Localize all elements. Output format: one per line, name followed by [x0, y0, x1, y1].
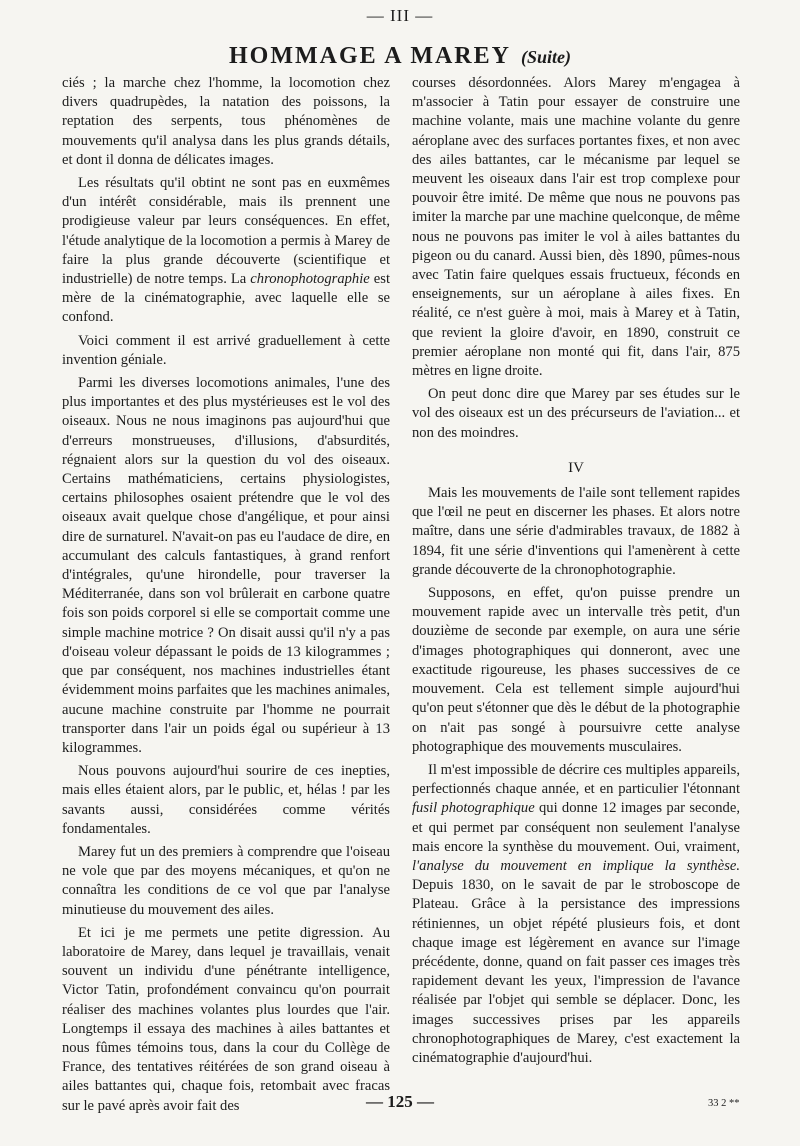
paragraph: Mais les mouvements de l'aile sont tellement rapides que l'œil ne peut en discerner les phases. Et alors notre maître, dans une série d'admirables travaux, de 1882 à 1894, fit une série d'inventions qui l'amenèrent à cette grande découverte de la chronophotographie.	[412, 485, 740, 578]
paragraph: Parmi les diverses locomotions animales, l'une des plus importantes et des plus mystérieuses est le vol des oiseaux. Nous ne nous imaginons pas aujourd'hui que d'erreurs monstrueuses, d'illusions, d'absurdités, régnaient alors sur la question du vol des oiseaux. Certains mathématiciens, certains physiologistes, certains philosophes osaient prétendre que le vol des oiseaux avait quelque chose d'angélique, et pour ainsi dire de surnaturel. N'avait-on pas eu l'audace de dire, en accumulant des calculs fantastiques, à grand renfort d'intégrales, qu'une hirondelle, pour traverser la Méditerranée, dans son vol brûlerait en carbone quatre fois son poids corporel si elle se comportait comme une simple machine motrice ? On disait aussi qu'il n'y a pas d'oiseau voleur dépassant le poids de 13 kilogrammes ; que par conséquent, nos machines industrielles étant évidemment moins parfaites que les machines animales, aucune machine construite par l'homme ne pourrait transporter dans l'air un poids égal ou supérieur à 13 kilogrammes.	[62, 375, 390, 756]
paragraph: courses désordonnées. Alors Marey m'engagea à m'associer à Tatin pour essayer de construire une machine volante, mais une machine volante du genre aéroplane avec des surfaces portantes fixes, et non avec des ailes battantes, car le mécanisme par lequel se meuvent les oiseaux dans l'air est trop complexe pour pouvoir être imité. De même que nous ne pouvons pas imiter la marche par une machine quelconque, de même nous ne pouvons pas imiter le vol à ailes battantes du pigeon ou du canard. Aussi bien, dès 1890, pûmes-nous avec Tatin faire quelques essais fructueux, féconds en enseignements, sur un aéroplane à ailes fixes. En réalité, ce n'est guère à moi, mais à Marey et à Tatin, que revient la gloire d'avoir, en 1890, construit ce premier aéroplane non monté qui fit, dans l'air, 875 mètres en ligne droite.	[412, 75, 740, 380]
paragraph: ciés ; la marche chez l'homme, la locomotion chez divers quadrupèdes, la natation des poissons, la reptation des serpents, tous phénomènes de mouvements qu'il analysa dans les plus grands détails, et dont il donna de délicates images.	[62, 75, 390, 168]
section-number: IV	[568, 459, 584, 476]
left-column	[62, 74, 390, 1116]
italic-phrase: l'analyse du mouvement en implique la synthèse.	[412, 857, 740, 874]
italic-term: chronophotographie	[250, 271, 370, 288]
page-number: — 125 —	[366, 1092, 434, 1111]
paragraph: On peut donc dire que Marey par ses études sur le vol des oiseaux est un des précurseurs de l'aviation... et non des moindres.	[412, 386, 740, 441]
article-title-suffix: (Suite)	[520, 47, 571, 67]
paragraph: Voici comment il est arrivé graduellement à cette invention géniale.	[62, 332, 390, 368]
article-header	[0, 44, 800, 68]
paragraph: Il m'est impossible de décrire ces multiples appareils, perfectionnés chaque année, et en particulier l'étonnant fusil photographique qui donne 12 images par seconde, et qui permet par conséquent non seulement l'analyse mais encore la synthèse du mouvement. Oui, vraiment, l'analyse du mouvement en implique la synthèse. Depuis 1830, on le savait de par le stroboscope de Plateau. Grâce à la persistance des impressions rétiniennes, un objet répété plusieurs fois, et dont chaque image est légèrement en avance sur l'image précédente, donne, quand on fait passer ces images très rapidement devant les yeux, l'impression de l'avance réalisée par l'objet qui semble se déplacer. Donc, les images successives prises par les appareils chronophotographiques de Marey, c'est exactement la cinématographie d'aujourd'hui.	[412, 761, 740, 1066]
right-column	[412, 74, 740, 1068]
section-page-marker: — III —	[366, 6, 434, 25]
paragraph: Supposons, en effet, qu'on puisse prendre un mouvement rapide avec un intervalle très petit, d'un douzième de seconde par exemple, on aura une série d'images photographiques qui donneront, avec une exactitude rigoureuse, les phases successives de ce mouvement. Cela est tellement simple aujourd'hui qu'on peut s'étonner que dès le début de la photographie on n'ait pas songé à poursuivre cette analyse photographique des mouvements musculaires.	[412, 585, 740, 755]
paragraph: Et ici je me permets une petite digression. Au laboratoire de Marey, dans lequel je travaillais, venait souvent un individu d'une pénétrante intelligence, Victor Tatin, profondément convaincu qu'on pourrait réaliser des machines volantes plus lourdes que l'air. Longtemps il essaya des machines à ailes battantes et nous fûmes témoins tous, dans la cour du Collège de France, des tentatives réitérées de son grand oiseau à ailes battantes qui, chaque fois, retombait avec fracas sur le pavé après avoir fait des	[62, 924, 390, 1114]
italic-term: fusil photographique	[412, 800, 535, 817]
article-title: HOMMAGE A MAREY	[228, 43, 511, 69]
paragraph: Marey fut un des premiers à comprendre que l'oiseau ne vole que par des moyens mécaniques, et qu'on ne connaîtra les conditions de ce vol que par l'analyse minutieuse du mouvement des ailes.	[62, 843, 390, 918]
printer-code: 33 2 **	[708, 1098, 740, 1109]
paragraph: Nous pouvons aujourd'hui sourire de ces inepties, mais elles étaient alors, par le public, et, hélas ! par les savants aussi, considérées comme vérités fondamentales.	[62, 763, 390, 837]
paragraph: Les résultats qu'il obtint ne sont pas en euxmêmes d'un intérêt considérable, mais ils prennent une prodigieuse valeur par leurs conséquences. En effet, l'étude analytique de la locomotion a permis à Marey de faire la plus grande découverte (scientifique et industrielle) de notre temps. La chronophotographie est mère de la cinématographie, avec laquelle elle se confond.	[62, 175, 390, 326]
